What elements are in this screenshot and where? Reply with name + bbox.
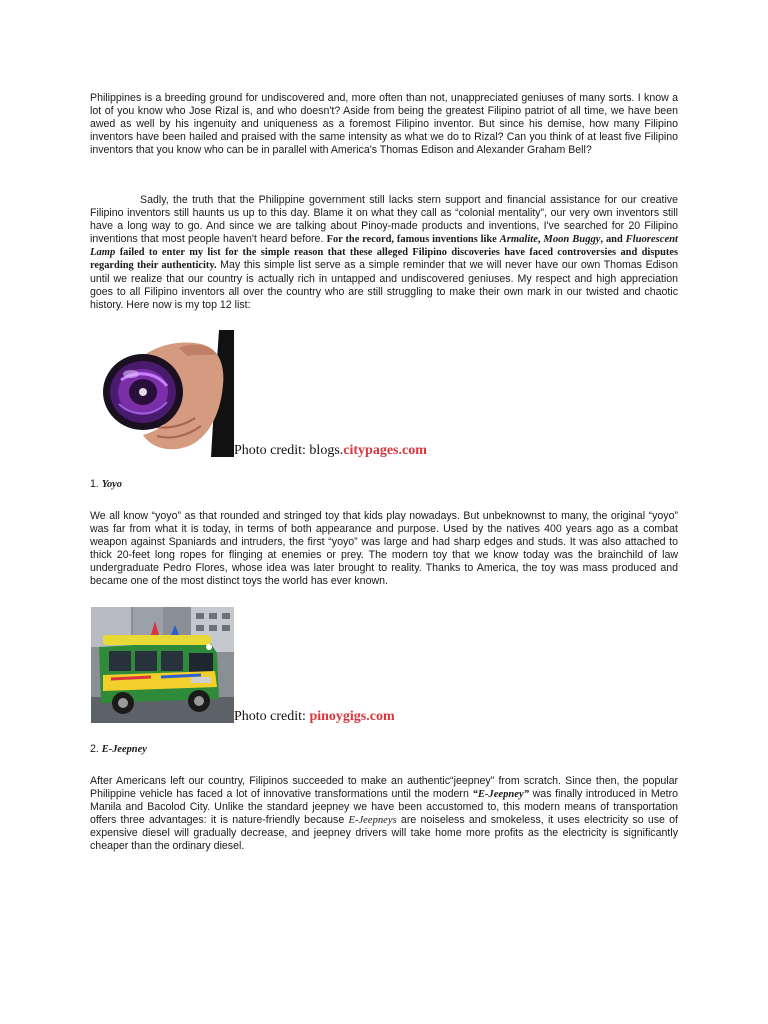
yoyo-photo [91, 330, 234, 457]
intro-p2-bold-3: , and [600, 234, 626, 246]
item-2-body [90, 775, 678, 854]
item-2-body-e-jeepneys-term: E-Jeepneys [348, 815, 397, 827]
yoyo-photo-credit [234, 443, 427, 459]
item-2-heading [90, 743, 147, 755]
intro-p2-invention-fluorescent-lamp: Fluorescent Lamp [90, 234, 678, 259]
intro-p2-bold-1: For the record, famous inventions like [326, 234, 500, 246]
yoyo-photo-illustration [91, 330, 234, 457]
item-2-body-e-jeepney-term: “E-Jeepney” [472, 789, 529, 801]
intro-p2-invention-moon-buggy: Moon Buggy [543, 234, 601, 246]
e-jeepney-photo-credit [234, 709, 395, 725]
e-jeepney-photo-credit-source: pinoygigs.com [309, 709, 395, 724]
yoyo-photo-credit-source: citypages.com [343, 443, 427, 458]
e-jeepney-photo-credit-prefix: Photo credit: [234, 709, 310, 724]
item-2-body-text-a: After Americans left our country, Filipinos succeeded to make an authentic“jeepney” from scratch. Since then, the popular Philippine vehicle has faced a lot of innovative transformations until the modern [90, 775, 678, 801]
intro-p2-text-c: May this simple list serve as a simple reminder that we will never have our own Thomas Edison until we realize that our country is actually rich in untapped and undiscovered geniuses. My respect and high appreciation goes to all Filipino inventors all over the country who are still struggling to make their own mark in our twisted and chaotic history. Here now is my top 12 list: [90, 259, 678, 311]
intro-paragraph-2 [90, 194, 678, 312]
item-2-number: 2. [90, 743, 99, 755]
intro-p2-bold-4: failed to enter my list for the simple reason that these alleged Filipino discoveries have faced controversies and disputes regarding their authenticity. [90, 247, 678, 272]
intro-p2-text-a: Sadly, the truth that the Philippine government still lacks stern support and financial assistance for our creative Filipino inventors still haunts us up to this day. Blame it on what they call as “colonial mentality”, our very own inventors still have a long way to go. And since we are talking about Pinoy-made products and inventions, I've searched for 20 Filipino inventions that most people haven't heard before. [90, 194, 678, 246]
e-jeepney-photo-illustration [91, 607, 234, 723]
item-2-body-text-c: are noiseless and smokeless, it uses electricity so use of expensive diesel will gradually decrease, and jeepney drivers will take home more profits as the electricity is significantly cheaper than the ordinary diesel. [90, 814, 679, 853]
item-2-title: E-Jeepney [101, 744, 147, 755]
item-1-number: 1. [90, 478, 99, 490]
item-1-heading [90, 478, 122, 490]
item-2-body-text-b: was finally introduced in Metro Manila and Bacolod City. Unlike the standard jeepney we have been accustomed to, this modern means of transportation offers three advantages: it is nature-friendly because [90, 788, 679, 827]
yoyo-photo-credit-prefix: Photo credit: blogs. [234, 443, 344, 458]
intro-p2-invention-armalite: Armalite [499, 234, 538, 246]
item-1-body: We all know “yoyo” as that rounded and stringed toy that kids play nowadays. But unbeknownst to many, the original “yoyo” was far from what it is today, in terms of both appearance and purpose. Used by the natives 400 years ago as a combat weapon against Spaniards and intruders, the first “yoyo” was large and had sharp edges and studs. It was also attached to thick 20-feet long ropes for flinging at enemies or prey. The modern toy that we know today was the brainchild of law undergraduate Pedro Flores, whose idea was later brought to reality. Thanks to America, the toy was mass produced and became one of the most distinct toys the world has ever known. [90, 510, 678, 588]
e-jeepney-photo [91, 607, 234, 723]
item-1-title: Yoyo [101, 479, 122, 490]
intro-paragraph-1: Philippines is a breeding ground for undiscovered and, more often than not, unappreciated geniuses of many sorts. I know a lot of you know who Jose Rizal is, and who doesn't? Aside from being the greatest Filipino patriot of all time, we have been awed as well by his ingenuity and uniqueness as a foremost Filipino inventor. But since his demise, how many Filipino inventors have been hailed and praised with the same intensity as what we do to Rizal? Can you think of at least five Filipino inventors that you know who can be in parallel with America's Thomas Edison and Alexander Graham Bell? [90, 92, 678, 157]
intro-p2-bold-2: , [537, 234, 544, 246]
